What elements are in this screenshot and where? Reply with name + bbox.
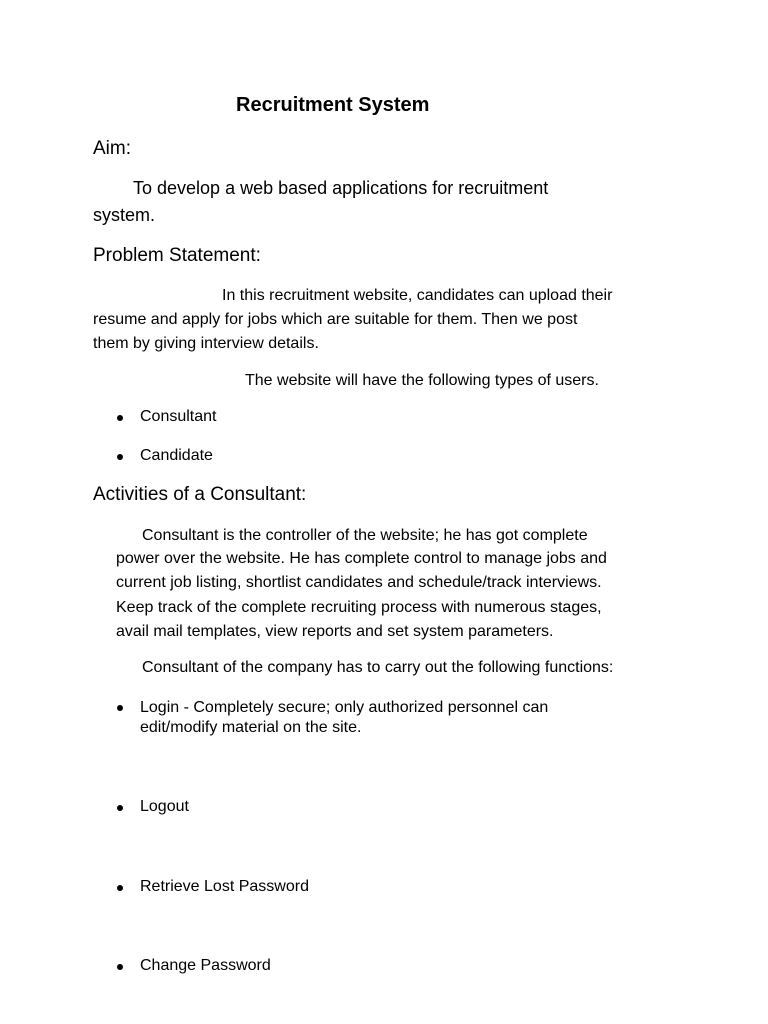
problem-paragraph-line-1: In this recruitment website, candidates can upload their <box>222 287 613 304</box>
consultant-paragraph-line-1: Consultant is the controller of the website; he has got complete <box>142 527 588 544</box>
bullet-icon <box>117 885 123 891</box>
consultant-paragraph-line-3: current job listing, shortlist candidates and schedule/track interviews. <box>116 574 602 591</box>
consultant-paragraph-line-2: power over the website. He has complete control to manage jobs and <box>116 550 607 567</box>
bullet-icon <box>117 964 123 970</box>
user-type-item: Candidate <box>140 447 213 464</box>
function-item-line-1: Login - Completely secure; only authorized personnel can <box>140 699 549 716</box>
consultant-paragraph-line-4: Keep track of the complete recruiting process with numerous stages, <box>116 599 602 616</box>
function-item: Change Password <box>140 957 271 974</box>
function-item: Retrieve Lost Password <box>140 878 309 895</box>
consultant-paragraph-line-5: avail mail templates, view reports and set system parameters. <box>116 623 554 640</box>
bullet-icon <box>117 415 123 421</box>
problem-paragraph-line-3: them by giving interview details. <box>93 335 319 352</box>
aim-text-line-2: system. <box>93 205 156 225</box>
aim-text-line-1: To develop a web based applications for recruitment <box>133 178 549 198</box>
users-intro: The website will have the following types of users. <box>245 372 599 389</box>
function-item: Logout <box>140 798 189 815</box>
functions-intro: Consultant of the company has to carry out the following functions: <box>142 659 614 676</box>
problem-paragraph-line-2: resume and apply for jobs which are suitable for them. Then we post <box>93 311 578 328</box>
bullet-icon <box>117 805 123 811</box>
problem-statement-heading: Problem Statement: <box>93 245 261 266</box>
user-type-item: Consultant <box>140 408 217 425</box>
aim-heading: Aim: <box>93 138 131 159</box>
document-title: Recruitment System <box>236 94 430 116</box>
bullet-icon <box>117 454 123 460</box>
consultant-activities-heading: Activities of a Consultant: <box>93 484 307 505</box>
function-item <box>140 698 548 738</box>
bullet-icon <box>117 705 123 711</box>
function-item-line-2: edit/modify material on the site. <box>140 719 362 736</box>
